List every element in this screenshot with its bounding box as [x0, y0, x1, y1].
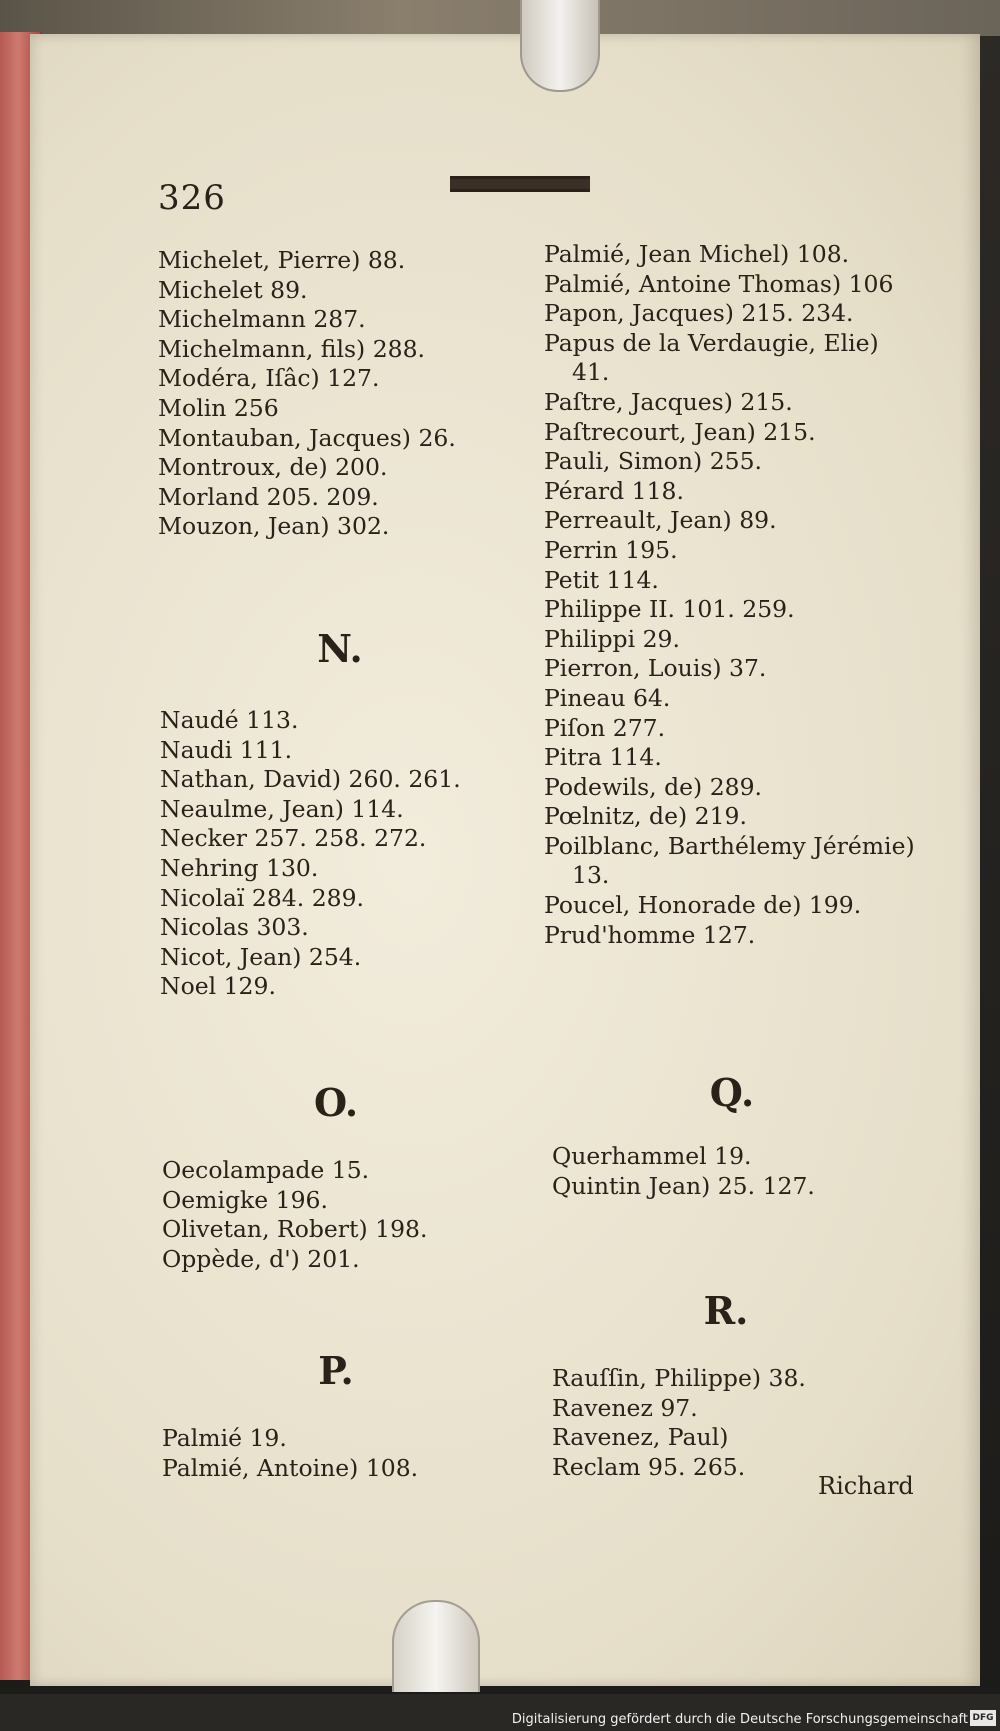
section-letter-r: R.: [703, 1288, 749, 1333]
footer-credit: Digitalisierung gefördert durch die Deutsche Forschungsgemeinschaft: [511, 1712, 968, 1727]
index-entry: Neaulme, Jean) 114.: [160, 794, 404, 823]
index-entry: Quintin Jean) 25. 127.: [552, 1171, 815, 1200]
index-entry: Noel 129.: [160, 972, 276, 1001]
index-entry: Philippi 29.: [544, 624, 680, 653]
index-entry: Poilblanc, Barthélemy Jérémie): [544, 831, 915, 860]
index-entry: Pauli, Simon) 255.: [544, 447, 763, 476]
index-entry: Prud'homme 127.: [544, 920, 756, 949]
index-entry: Podewils, de) 289.: [544, 772, 763, 801]
index-entry: Rauſſin, Philippe) 38.: [552, 1364, 806, 1392]
index-entry: Reclam 95. 265.: [552, 1452, 746, 1481]
index-entry: Oecolampade 15.: [162, 1156, 370, 1184]
left-n-entries: [160, 706, 461, 1002]
index-entry-continuation: 13.: [572, 861, 610, 890]
index-entry: Paſtre, Jacques) 215.: [544, 387, 793, 416]
index-entry: Modéra, Iſâc) 127.: [158, 364, 380, 393]
index-entry: Montroux, de) 200.: [158, 453, 388, 482]
section-letter-q: Q.: [709, 1070, 755, 1115]
index-entry: Paſtrecourt, Jean) 215.: [544, 417, 816, 446]
index-entry: Pérard 118.: [544, 476, 684, 505]
index-entry: Morland 205. 209.: [158, 482, 379, 511]
dfg-logo-icon: DFG: [970, 1710, 996, 1726]
index-entry: Querhammel 19.: [552, 1142, 752, 1170]
index-entry: Mouzon, Jean) 302.: [158, 512, 390, 541]
index-entry: Necker 257. 258. 272.: [160, 824, 427, 853]
index-entry: Papus de la Verdaugie, Elie): [544, 328, 879, 357]
section-letter-o: O.: [313, 1080, 359, 1125]
page-number: 326: [158, 178, 226, 218]
index-entry: Petit 114.: [544, 565, 659, 594]
index-entry: Pitra 114.: [544, 743, 662, 772]
index-entry: Piſon 277.: [544, 713, 666, 742]
left-p-entries: [162, 1424, 418, 1483]
section-letter-n: N.: [317, 626, 363, 671]
index-entry: Olivetan, Robert) 198.: [162, 1215, 428, 1244]
book-top-edge: [0, 0, 1000, 36]
index-entry: Perrin 195.: [544, 535, 678, 564]
index-entry: Oemigke 196.: [162, 1185, 328, 1214]
index-entry: Palmié, Antoine Thomas) 106: [544, 269, 894, 298]
index-entry: Naudi 111.: [160, 735, 293, 764]
page-clip-bottom: [392, 1600, 480, 1692]
index-entry: Palmié, Antoine) 108.: [162, 1453, 419, 1482]
catchword: Richard: [818, 1472, 914, 1500]
index-entry: Montauban, Jacques) 26.: [158, 423, 456, 452]
index-entry: Palmié, Jean Michel) 108.: [544, 240, 850, 268]
index-entry: Poucel, Honorade de) 199.: [544, 891, 862, 920]
index-entry: Nicolaï 284. 289.: [160, 883, 365, 912]
index-entry-continuation: 41.: [572, 358, 610, 387]
index-entry: Oppède, d') 201.: [162, 1244, 360, 1273]
index-entry: Michelmann, fils) 288.: [158, 334, 426, 363]
right-q-entries: [552, 1142, 815, 1201]
index-entry: Pœlnitz, de) 219.: [544, 802, 747, 831]
left-m-entries: [158, 246, 456, 542]
index-entry: Michelmann 287.: [158, 305, 366, 334]
index-entry: Michelet, Pierre) 88.: [158, 246, 406, 274]
page-clip-top: [520, 0, 600, 92]
index-entry: Perreault, Jean) 89.: [544, 506, 777, 535]
right-r-entries: [552, 1364, 806, 1482]
header-rule: [450, 176, 590, 192]
section-letter-p: P.: [318, 1348, 354, 1393]
index-entry: Nicot, Jean) 254.: [160, 942, 362, 971]
index-entry: Naudé 113.: [160, 706, 299, 734]
index-entry: Ravenez 97.: [552, 1393, 698, 1422]
index-entry: Papon, Jacques) 215. 234.: [544, 299, 854, 328]
index-entry: Palmié 19.: [162, 1424, 287, 1452]
index-entry: Pineau 64.: [544, 683, 671, 712]
index-entry: Philippe II. 101. 259.: [544, 595, 795, 624]
index-entry: Molin 256: [158, 393, 279, 422]
index-entry: Ravenez, Paul): [552, 1423, 729, 1452]
index-entry: Pierron, Louis) 37.: [544, 654, 767, 683]
index-entry: Nicolas 303.: [160, 913, 309, 942]
index-entry: Nathan, David) 260. 261.: [160, 765, 461, 794]
index-entry: Michelet 89.: [158, 275, 308, 304]
right-p-entries: [544, 240, 915, 950]
index-entry: Nehring 130.: [160, 853, 319, 882]
left-o-entries: [162, 1156, 427, 1274]
